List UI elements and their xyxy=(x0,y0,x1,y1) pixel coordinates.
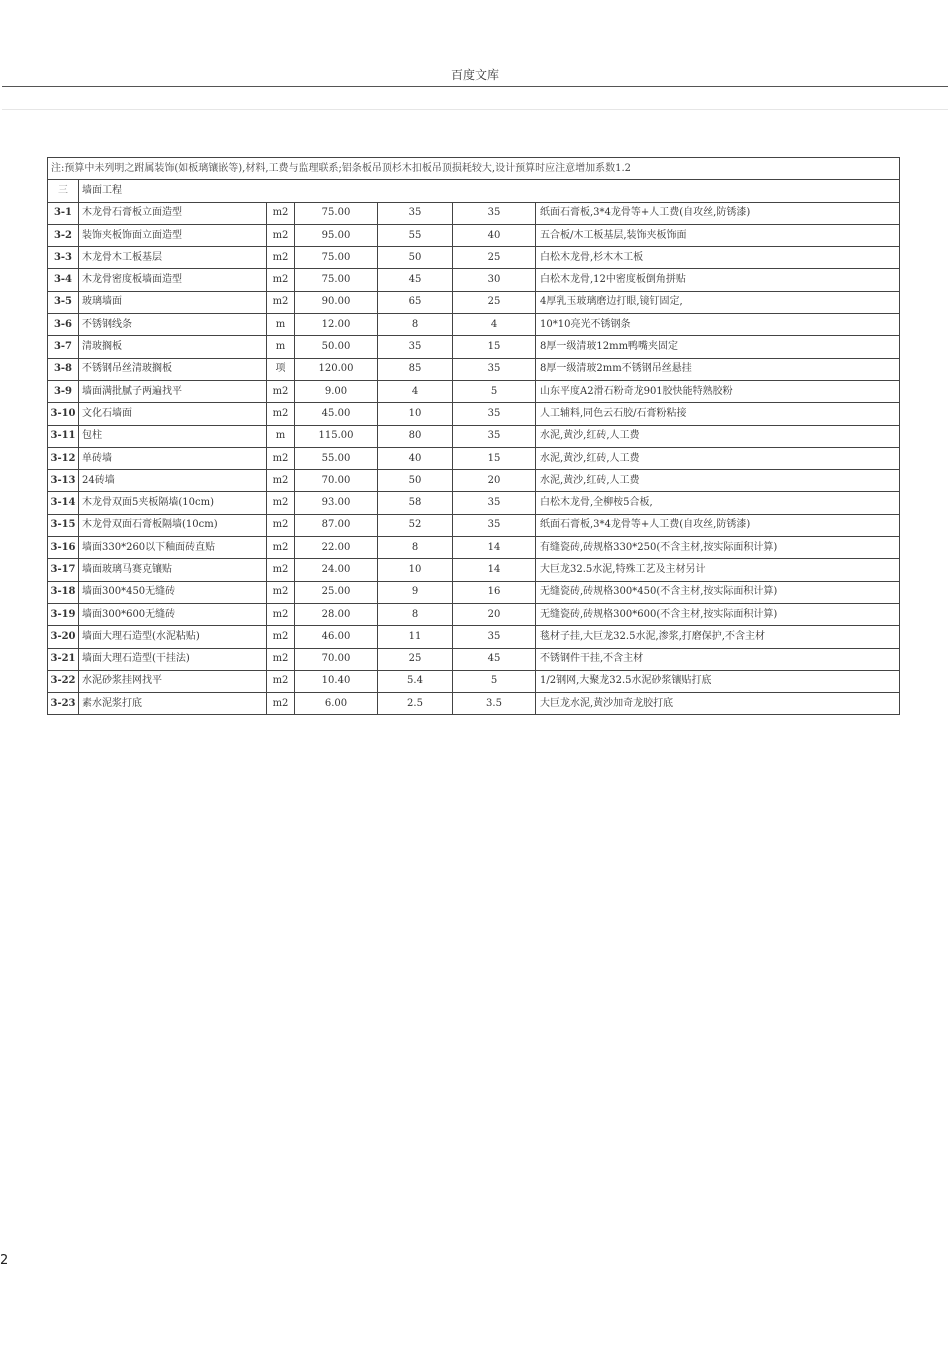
unit-price-cell: 6.00 xyxy=(295,693,378,715)
description-cell: 纸面石膏板,3*4龙骨等+人工费(自攻丝,防锈漆) xyxy=(536,514,900,536)
item-code-cell: 3-9 xyxy=(48,380,79,402)
table-row xyxy=(48,648,900,670)
unit-price-cell: 87.00 xyxy=(295,514,378,536)
material-cost-cell: 8 xyxy=(378,537,453,559)
item-name-cell: 24砖墙 xyxy=(79,470,267,492)
labor-cost-cell: 35 xyxy=(453,358,536,380)
labor-cost-cell: 15 xyxy=(453,336,536,358)
unit-cell: m2 xyxy=(267,247,295,269)
material-cost-cell: 9 xyxy=(378,581,453,603)
material-cost-cell: 35 xyxy=(378,336,453,358)
item-code-cell: 3-10 xyxy=(48,403,79,425)
item-name-cell: 素水泥浆打底 xyxy=(79,693,267,715)
item-name-cell: 不锈钢线条 xyxy=(79,314,267,336)
table-row xyxy=(48,693,900,715)
table-row xyxy=(48,537,900,559)
table-row xyxy=(48,314,900,336)
unit-price-cell: 24.00 xyxy=(295,559,378,581)
item-name-cell: 木龙骨密度板墙面造型 xyxy=(79,269,267,291)
labor-cost-cell: 16 xyxy=(453,581,536,603)
material-cost-cell: 65 xyxy=(378,291,453,313)
labor-cost-cell: 25 xyxy=(453,247,536,269)
table-row xyxy=(48,626,900,648)
item-name-cell: 墙面玻璃马赛克镶贴 xyxy=(79,559,267,581)
unit-price-cell: 120.00 xyxy=(295,358,378,380)
table-row xyxy=(48,581,900,603)
unit-price-cell: 95.00 xyxy=(295,224,378,246)
header-divider xyxy=(2,86,948,87)
item-code-cell: 3-8 xyxy=(48,358,79,380)
price-table xyxy=(47,157,900,715)
labor-cost-cell: 25 xyxy=(453,291,536,313)
material-cost-cell: 50 xyxy=(378,470,453,492)
unit-cell: m2 xyxy=(267,291,295,313)
description-cell: 4厚乳玉玻璃磨边打眼,镜钉固定, xyxy=(536,291,900,313)
item-code-cell: 3-22 xyxy=(48,670,79,692)
unit-price-cell: 75.00 xyxy=(295,202,378,224)
material-cost-cell: 8 xyxy=(378,603,453,625)
description-cell: 白松木龙骨,12中密度板倒角拼贴 xyxy=(536,269,900,291)
labor-cost-cell: 3.5 xyxy=(453,693,536,715)
description-cell: 无缝瓷砖,砖规格300*600(不含主材,按实际面积计算) xyxy=(536,603,900,625)
description-cell: 白松木龙骨,全柳桉5合板, xyxy=(536,492,900,514)
unit-price-cell: 9.00 xyxy=(295,380,378,402)
unit-price-cell: 93.00 xyxy=(295,492,378,514)
labor-cost-cell: 35 xyxy=(453,425,536,447)
material-cost-cell: 25 xyxy=(378,648,453,670)
unit-cell: m2 xyxy=(267,447,295,469)
unit-price-cell: 90.00 xyxy=(295,291,378,313)
unit-price-cell: 115.00 xyxy=(295,425,378,447)
item-code-cell: 3-17 xyxy=(48,559,79,581)
table-row xyxy=(48,247,900,269)
table-row xyxy=(48,358,900,380)
item-name-cell: 木龙骨双面5夹板隔墙(10cm) xyxy=(79,492,267,514)
item-code-cell: 3-18 xyxy=(48,581,79,603)
labor-cost-cell: 35 xyxy=(453,403,536,425)
labor-cost-cell: 35 xyxy=(453,492,536,514)
table-row xyxy=(48,603,900,625)
unit-cell: m2 xyxy=(267,269,295,291)
material-cost-cell: 52 xyxy=(378,514,453,536)
table-row xyxy=(48,470,900,492)
table-note: 注:预算中未列明之跗属装饰(如板璃镶嵌等),材料,工费与监理联系;铝条板吊顶杉木扣板吊顶损耗较大,设计预算时应注意增加系数1.2 xyxy=(48,158,900,180)
item-code-cell: 3-23 xyxy=(48,693,79,715)
item-code-cell: 3-11 xyxy=(48,425,79,447)
description-cell: 毯材子挂,大巨龙32.5水泥,渗浆,打磨保护,不含主材 xyxy=(536,626,900,648)
item-name-cell: 单砖墙 xyxy=(79,447,267,469)
item-code-cell: 3-21 xyxy=(48,648,79,670)
unit-cell: m2 xyxy=(267,224,295,246)
description-cell: 五合板/木工板基层,装饰夹板饰面 xyxy=(536,224,900,246)
unit-price-cell: 45.00 xyxy=(295,403,378,425)
unit-cell: m2 xyxy=(267,648,295,670)
unit-cell: m2 xyxy=(267,693,295,715)
description-cell: 人工辅料,同色云石胶/石膏粉粘接 xyxy=(536,403,900,425)
material-cost-cell: 55 xyxy=(378,224,453,246)
item-code-cell: 3-7 xyxy=(48,336,79,358)
item-name-cell: 墙面300*600无缝砖 xyxy=(79,603,267,625)
description-cell: 8厚一级清玻12mm鸭嘴夹固定 xyxy=(536,336,900,358)
labor-cost-cell: 45 xyxy=(453,648,536,670)
table-row xyxy=(48,403,900,425)
unit-price-cell: 46.00 xyxy=(295,626,378,648)
section-row xyxy=(48,180,900,202)
description-cell: 8厚一级清玻2mm不锈钢吊丝悬挂 xyxy=(536,358,900,380)
material-cost-cell: 8 xyxy=(378,314,453,336)
item-name-cell: 木龙骨双面石膏板隔墙(10cm) xyxy=(79,514,267,536)
labor-cost-cell: 20 xyxy=(453,603,536,625)
item-code-cell: 3-3 xyxy=(48,247,79,269)
description-cell: 水泥,黄沙,红砖,人工费 xyxy=(536,447,900,469)
material-cost-cell: 10 xyxy=(378,559,453,581)
table-row xyxy=(48,202,900,224)
unit-price-cell: 22.00 xyxy=(295,537,378,559)
unit-cell: m xyxy=(267,336,295,358)
material-cost-cell: 45 xyxy=(378,269,453,291)
item-name-cell: 包柱 xyxy=(79,425,267,447)
unit-price-cell: 28.00 xyxy=(295,603,378,625)
table-row xyxy=(48,269,900,291)
description-cell: 不锈钢件干挂,不含主材 xyxy=(536,648,900,670)
material-cost-cell: 40 xyxy=(378,447,453,469)
material-cost-cell: 80 xyxy=(378,425,453,447)
labor-cost-cell: 5 xyxy=(453,670,536,692)
description-cell: 纸面石膏板,3*4龙骨等+人工费(自攻丝,防锈漆) xyxy=(536,202,900,224)
item-code-cell: 3-14 xyxy=(48,492,79,514)
section-name: 墙面工程 xyxy=(79,180,900,202)
section-code: 三 xyxy=(48,180,79,202)
labor-cost-cell: 30 xyxy=(453,269,536,291)
unit-cell: m xyxy=(267,314,295,336)
unit-cell: m2 xyxy=(267,626,295,648)
unit-price-cell: 50.00 xyxy=(295,336,378,358)
unit-cell: m2 xyxy=(267,670,295,692)
item-name-cell: 木龙骨木工板基层 xyxy=(79,247,267,269)
table-row xyxy=(48,224,900,246)
page-header-title: 百度文库 xyxy=(450,68,499,82)
unit-price-cell: 25.00 xyxy=(295,581,378,603)
unit-cell: m2 xyxy=(267,403,295,425)
table-row xyxy=(48,559,900,581)
table-row xyxy=(48,514,900,536)
description-cell: 10*10亮光不锈钢条 xyxy=(536,314,900,336)
item-name-cell: 木龙骨石膏板立面造型 xyxy=(79,202,267,224)
item-name-cell: 水泥砂浆挂网找平 xyxy=(79,670,267,692)
unit-cell: m2 xyxy=(267,581,295,603)
material-cost-cell: 10 xyxy=(378,403,453,425)
material-cost-cell: 5.4 xyxy=(378,670,453,692)
material-cost-cell: 11 xyxy=(378,626,453,648)
unit-price-cell: 75.00 xyxy=(295,269,378,291)
table-row xyxy=(48,336,900,358)
description-cell: 大巨龙水泥,黄沙加奇龙胶打底 xyxy=(536,693,900,715)
unit-cell: 项 xyxy=(267,358,295,380)
material-cost-cell: 58 xyxy=(378,492,453,514)
description-cell: 大巨龙32.5水泥,特殊工艺及主材另计 xyxy=(536,559,900,581)
item-code-cell: 3-20 xyxy=(48,626,79,648)
item-name-cell: 墙面大理石造型(干挂法) xyxy=(79,648,267,670)
item-name-cell: 装饰夹板饰面立面造型 xyxy=(79,224,267,246)
table-row xyxy=(48,492,900,514)
unit-cell: m2 xyxy=(267,559,295,581)
item-code-cell: 3-1 xyxy=(48,202,79,224)
unit-cell: m2 xyxy=(267,470,295,492)
table-body xyxy=(48,158,900,715)
labor-cost-cell: 15 xyxy=(453,447,536,469)
material-cost-cell: 4 xyxy=(378,380,453,402)
note-row xyxy=(48,158,900,180)
description-cell: 无缝瓷砖,砖规格300*450(不含主材,按实际面积计算) xyxy=(536,581,900,603)
material-cost-cell: 85 xyxy=(378,358,453,380)
description-cell: 水泥,黄沙,红砖,人工费 xyxy=(536,425,900,447)
unit-price-cell: 70.00 xyxy=(295,648,378,670)
unit-price-cell: 70.00 xyxy=(295,470,378,492)
item-code-cell: 3-2 xyxy=(48,224,79,246)
material-cost-cell: 2.5 xyxy=(378,693,453,715)
item-name-cell: 墙面满批腻子两遍找平 xyxy=(79,380,267,402)
unit-price-cell: 12.00 xyxy=(295,314,378,336)
item-name-cell: 墙面300*450无缝砖 xyxy=(79,581,267,603)
unit-cell: m2 xyxy=(267,603,295,625)
description-cell: 水泥,黄沙,红砖,人工费 xyxy=(536,470,900,492)
unit-cell: m2 xyxy=(267,202,295,224)
unit-cell: m2 xyxy=(267,380,295,402)
item-code-cell: 3-15 xyxy=(48,514,79,536)
unit-price-cell: 10.40 xyxy=(295,670,378,692)
item-name-cell: 玻璃墙面 xyxy=(79,291,267,313)
item-code-cell: 3-4 xyxy=(48,269,79,291)
header-divider-light xyxy=(2,109,948,110)
item-name-cell: 墙面大理石造型(水泥粘贴) xyxy=(79,626,267,648)
unit-price-cell: 55.00 xyxy=(295,447,378,469)
description-cell: 有缝瓷砖,砖规格330*250(不含主材,按实际面积计算) xyxy=(536,537,900,559)
page-number: 2 xyxy=(0,1253,9,1268)
labor-cost-cell: 14 xyxy=(453,537,536,559)
labor-cost-cell: 20 xyxy=(453,470,536,492)
item-code-cell: 3-12 xyxy=(48,447,79,469)
table-row xyxy=(48,380,900,402)
table-row xyxy=(48,425,900,447)
description-cell: 白松木龙骨,杉木木工板 xyxy=(536,247,900,269)
unit-cell: m2 xyxy=(267,514,295,536)
labor-cost-cell: 35 xyxy=(453,626,536,648)
labor-cost-cell: 40 xyxy=(453,224,536,246)
labor-cost-cell: 35 xyxy=(453,202,536,224)
item-name-cell: 文化石墙面 xyxy=(79,403,267,425)
description-cell: 1/2钢网,大聚龙32.5水泥砂浆镶贴打底 xyxy=(536,670,900,692)
item-name-cell: 墙面330*260以下釉面砖直贴 xyxy=(79,537,267,559)
item-code-cell: 3-16 xyxy=(48,537,79,559)
labor-cost-cell: 5 xyxy=(453,380,536,402)
table-row xyxy=(48,291,900,313)
unit-cell: m xyxy=(267,425,295,447)
item-name-cell: 清玻搁板 xyxy=(79,336,267,358)
unit-cell: m2 xyxy=(267,537,295,559)
item-code-cell: 3-19 xyxy=(48,603,79,625)
table-row xyxy=(48,447,900,469)
unit-cell: m2 xyxy=(267,492,295,514)
item-code-cell: 3-6 xyxy=(48,314,79,336)
unit-price-cell: 75.00 xyxy=(295,247,378,269)
item-code-cell: 3-5 xyxy=(48,291,79,313)
material-cost-cell: 50 xyxy=(378,247,453,269)
labor-cost-cell: 35 xyxy=(453,514,536,536)
material-cost-cell: 35 xyxy=(378,202,453,224)
table-row xyxy=(48,670,900,692)
labor-cost-cell: 14 xyxy=(453,559,536,581)
item-name-cell: 不锈钢吊丝清玻搁板 xyxy=(79,358,267,380)
item-code-cell: 3-13 xyxy=(48,470,79,492)
labor-cost-cell: 4 xyxy=(453,314,536,336)
description-cell: 山东平度A2滑石粉奇龙901胶快能特熟胶粉 xyxy=(536,380,900,402)
